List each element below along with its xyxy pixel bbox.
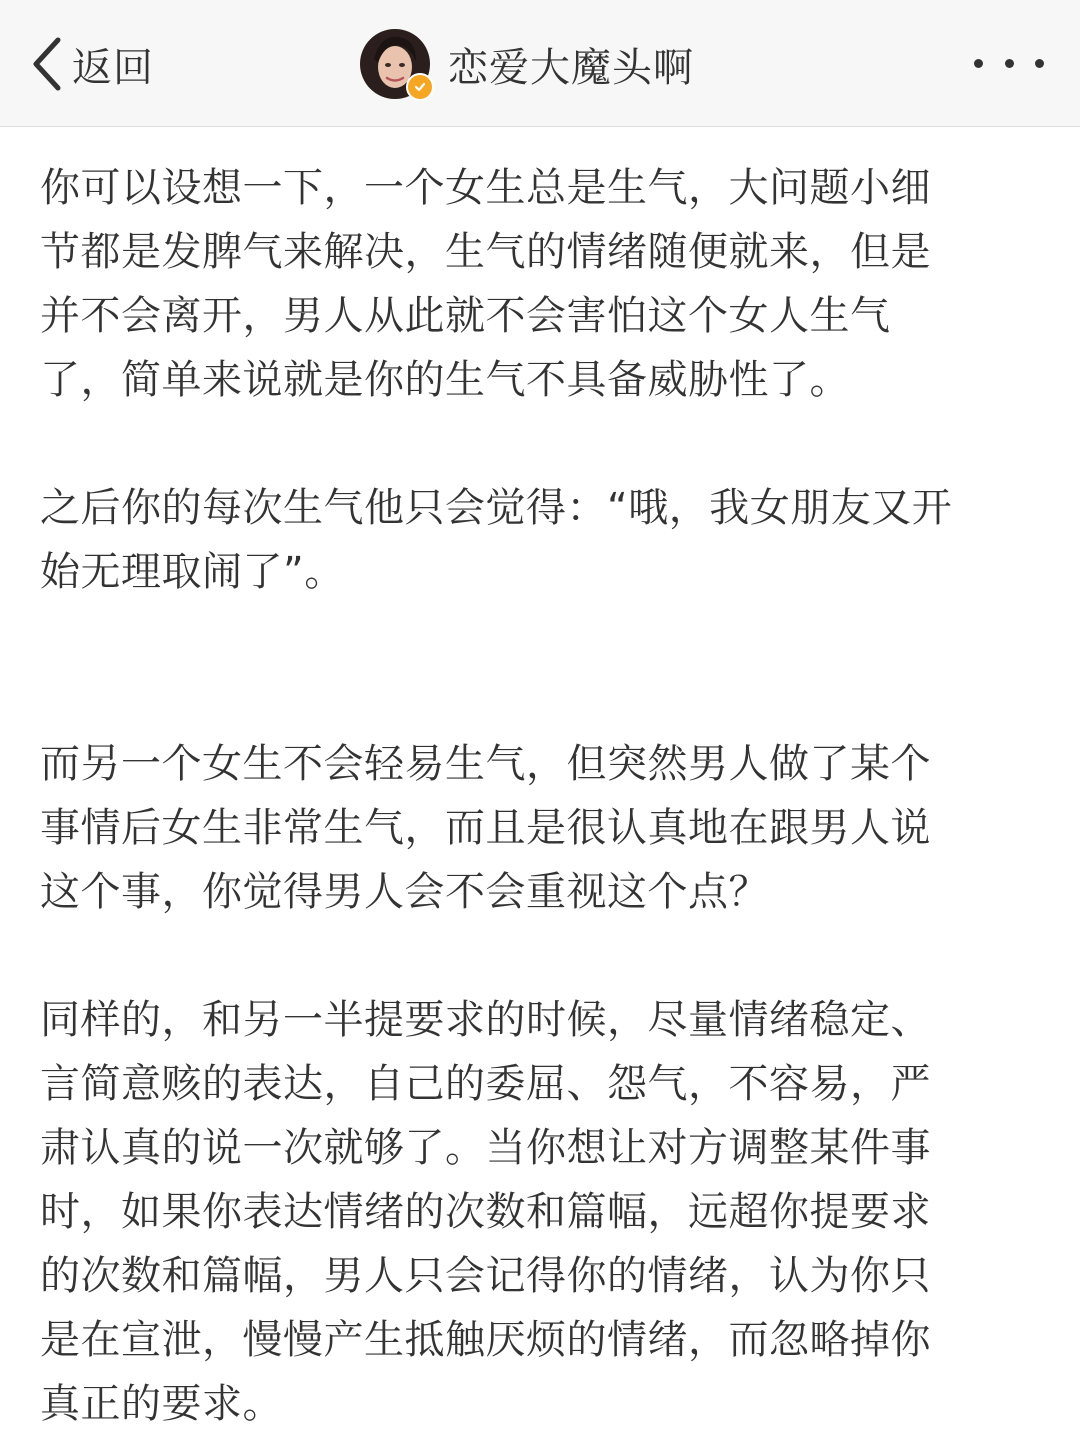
post-paragraph: 而另一个女生不会轻易生气，但突然男人做了某个 事情后女生非常生气，而且是很认真地在跟男人说 这个事，你觉得男人会不会重视这个点？	[40, 741, 931, 915]
avatar[interactable]	[360, 29, 430, 99]
post-paragraph: 你可以设想一下，一个女生总是生气，大问题小细 节都是发脾气来解决，生气的情绪随便就来，但是 并不会离开，男人从此就不会害怕这个女人生气 了，简单来说就是你的生气不具备威胁性了。	[40, 165, 931, 403]
more-options-button[interactable]	[974, 50, 1044, 76]
back-label: 返回	[72, 44, 154, 91]
more-dot-icon	[1005, 59, 1014, 68]
more-dot-icon	[974, 59, 983, 68]
chevron-left-icon	[30, 36, 62, 92]
more-dot-icon	[1035, 59, 1044, 68]
paragraph-spacer	[40, 412, 1040, 476]
paragraph-spacer	[40, 924, 1040, 988]
post-paragraph: 之后你的每次生气他只会觉得：“哦，我女朋友又开 始无理取闹了”。	[40, 485, 953, 595]
author-header[interactable]	[360, 26, 694, 102]
top-navigation-bar	[0, 0, 1080, 127]
verified-badge-icon	[406, 73, 434, 101]
author-username[interactable]: 恋爱大魔头啊	[448, 44, 694, 91]
back-button[interactable]	[30, 30, 154, 98]
post-body	[40, 156, 1040, 1436]
paragraph-spacer	[40, 604, 1040, 732]
post-paragraph: 同样的，和另一半提要求的时候，尽量情绪稳定、 言简意赅的表达，自己的委屈、怨气，不容易，严 肃认真的说一次就够了。当你想让对方调整某件事 时，如果你表达情绪的次数和篇幅，远超你提要求 的次数和篇幅，男人只会记得你的情绪，认为你只 是在宣泄，慢慢产生抵触厌烦的情绪，而忽略掉你 真正的要求。	[40, 997, 931, 1427]
